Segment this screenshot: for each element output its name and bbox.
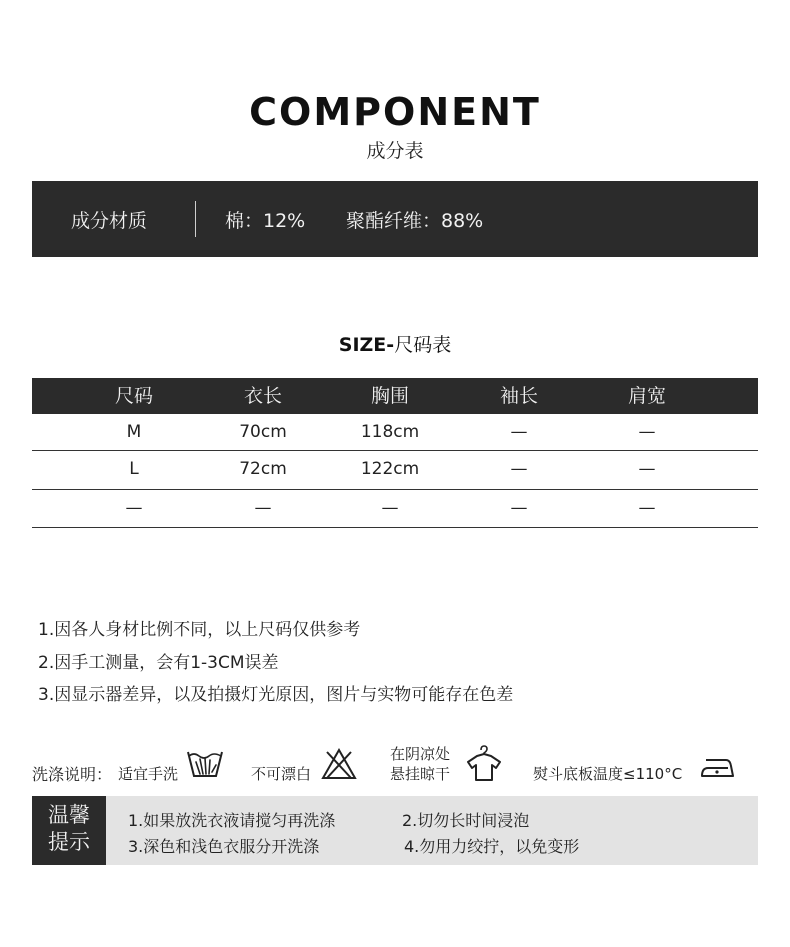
table-cell: — [638,422,656,442]
note-item: 3.因显示器差异，以及拍摄灯光原因，图片与实物可能存在色差 [38,685,514,705]
table-row [32,490,758,528]
table-row [32,451,758,490]
no-bleach-icon [321,748,357,780]
header-chest: 胸围 [370,385,409,407]
tips-label-line2: 提示 [48,830,90,854]
table-cell: — [638,498,656,518]
hand-wash-icon [186,746,224,780]
table-cell: — [510,498,528,518]
composition-cotton: 棉：12% [225,210,306,232]
size-notes [38,617,513,715]
tips-label-line1: 温馨 [48,803,90,827]
table-cell: L [129,459,139,479]
table-cell: M [126,422,142,442]
size-section-title [0,330,790,357]
no-bleach-text: 不可漂白 [251,765,312,783]
size-table [32,378,758,528]
header-length: 衣长 [243,385,282,407]
hang-dry-shirt-icon [465,744,503,782]
table-cell: — [125,498,143,518]
table-cell: 118cm [360,422,420,442]
composition-polyester: 聚酯纤维：88% [346,210,484,232]
page-title: COMPONENT [249,90,541,134]
tips-label [32,796,106,865]
size-table-header [32,378,758,414]
table-cell: — [638,459,656,479]
note-item: 1.因各人身材比例不同，以上尺码仅供参考 [38,620,361,640]
iron-temperature-text: 熨斗底板温度≤110°C [533,765,683,783]
composition-label: 成分材质 [71,210,148,232]
table-cell: — [381,498,399,518]
shade-dry-line1: 在阴凉处 [390,745,451,763]
tip-item: 4.勿用力绞拧，以免变形 [404,837,580,856]
composition-divider [195,201,196,237]
wash-instructions [0,740,790,790]
table-cell: 72cm [239,459,287,479]
hand-wash-text: 适宜手洗 [118,765,179,783]
tip-item: 3.深色和浅色衣服分开洗涤 [128,837,320,856]
header-size: 尺码 [114,385,153,407]
table-cell: — [510,459,528,479]
page-subtitle: 成分表 [366,140,424,162]
table-cell: 122cm [360,459,420,479]
tip-item: 2.切勿长时间浸泡 [402,811,530,830]
size-title-bold: SIZE- [338,334,395,356]
note-item: 2.因手工测量，会有1-3CM误差 [38,652,279,673]
table-cell: — [510,422,528,442]
header-shoulder: 肩宽 [627,385,666,407]
table-row [32,414,758,451]
tip-item: 1.如果放洗衣液请搅匀再洗涤 [128,811,336,830]
composition-bar [32,181,758,257]
tips-box [32,796,758,865]
wash-label: 洗涤说明： [32,765,113,784]
size-title-rest: 尺码表 [394,334,452,356]
table-cell: — [254,498,272,518]
shade-dry-text [390,744,450,784]
header-sleeve: 袖长 [499,385,538,407]
shade-dry-line2: 悬挂晾干 [390,765,451,783]
table-cell: 70cm [239,422,287,442]
iron-icon [700,756,734,780]
